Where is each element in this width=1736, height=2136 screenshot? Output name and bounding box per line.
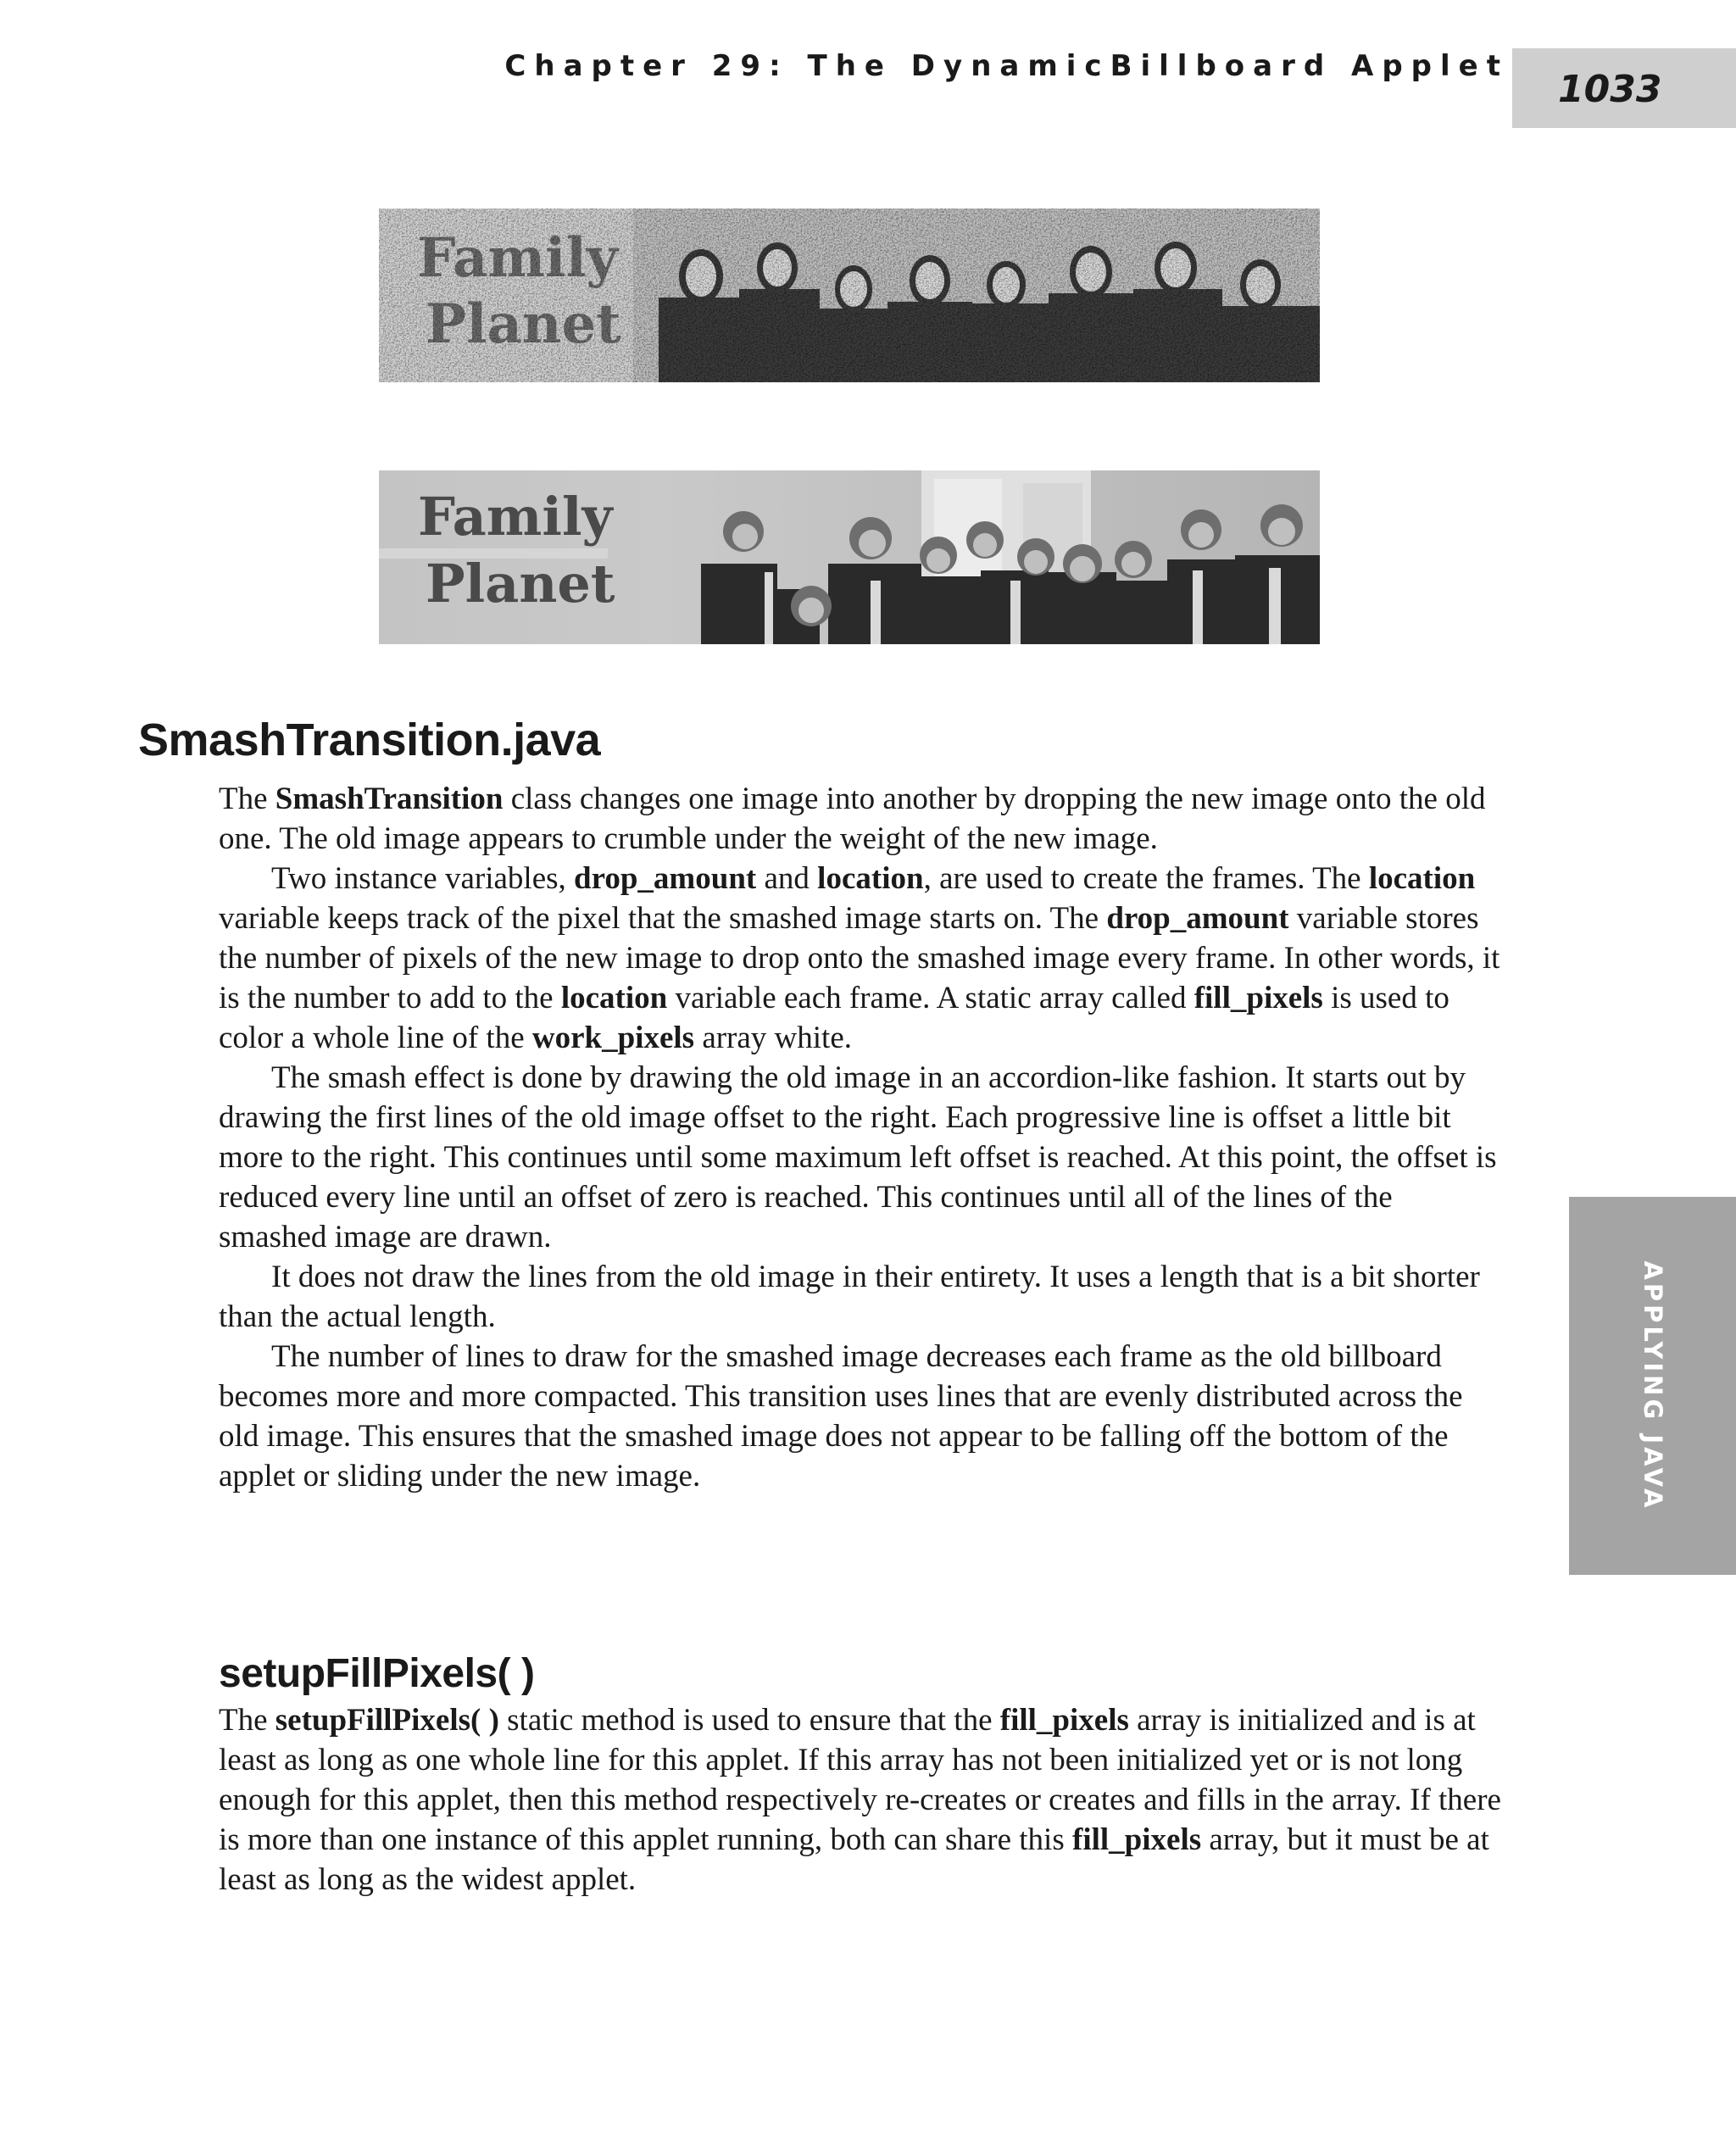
section-paragraph-1: The SmashTransition class changes one image into another by dropping the new image onto the old one. The old image appears to crumble under the weight of the new image. (219, 782, 1486, 856)
smashed-billboard-line1: Family (417, 226, 618, 290)
section-paragraph-3: The smash effect is done by drawing the old image in an accordion-like fashion. It starts out by drawing the first lines of the old image offset to the right. Each progressive line is offset a little bit more to the right. This continues until some maximum left offset is reached. At this point, the offset is reduced every line until an offset of zero is reached. This continues until all of the lines of the smashed image are drawn. (219, 1060, 1497, 1254)
smashed-billboard-line2: Planet (426, 292, 621, 356)
running-head: Chapter 29: The DynamicBillboard Applet (504, 49, 1509, 83)
section-body (219, 779, 1507, 1496)
smashed-billboard-image (379, 209, 1320, 382)
new-billboard-line1: Family (418, 486, 613, 548)
subsection-paragraph-1: The setupFillPixels( ) static method is used to ensure that the fill_pixels array is initialized and is at least as long as one whole line for this applet. If this array has not been initialized yet or is not long enough for this applet, then this method respectively re-creates or creates and fills in the array. If there is more than one instance of this applet running, both can share this fill_pixels array, but it must be at least as long as the widest applet. (219, 1703, 1501, 1897)
page-number: 1033 (1558, 68, 1662, 111)
section-paragraph-4: It does not draw the lines from the old image in their entirety. It uses a length that is a bit shorter than the actual length. (219, 1260, 1480, 1334)
section-paragraph-2: Two instance variables, drop_amount and location, are used to create the frames. The location variable keeps track of the pixel that the smashed image starts on. The drop_amount variable stores the number of pixels of the new image to drop onto the smashed image every frame. In other words, it is the number to add to the location variable each frame. A static array called fill_pixels is used to color a whole line of the work_pixels array white. (219, 861, 1500, 1055)
section-paragraph-5: The number of lines to draw for the smashed image decreases each frame as the old billboard becomes more and more compacted. This transition uses lines that are evenly distributed across the old image. This ensures that the smashed image does not appear to be falling off the bottom of the applet or sliding under the new image. (219, 1339, 1463, 1494)
side-tab-label: APPLYING JAVA (1638, 1260, 1667, 1511)
new-billboard-line2: Planet (426, 553, 615, 615)
side-thumb-tab (1569, 1197, 1736, 1575)
subsection-body (219, 1700, 1507, 1900)
subsection-title: setupFillPixels( ) (219, 1651, 535, 1696)
new-billboard-image (379, 470, 1320, 644)
section-title: SmashTransition.java (138, 715, 601, 765)
